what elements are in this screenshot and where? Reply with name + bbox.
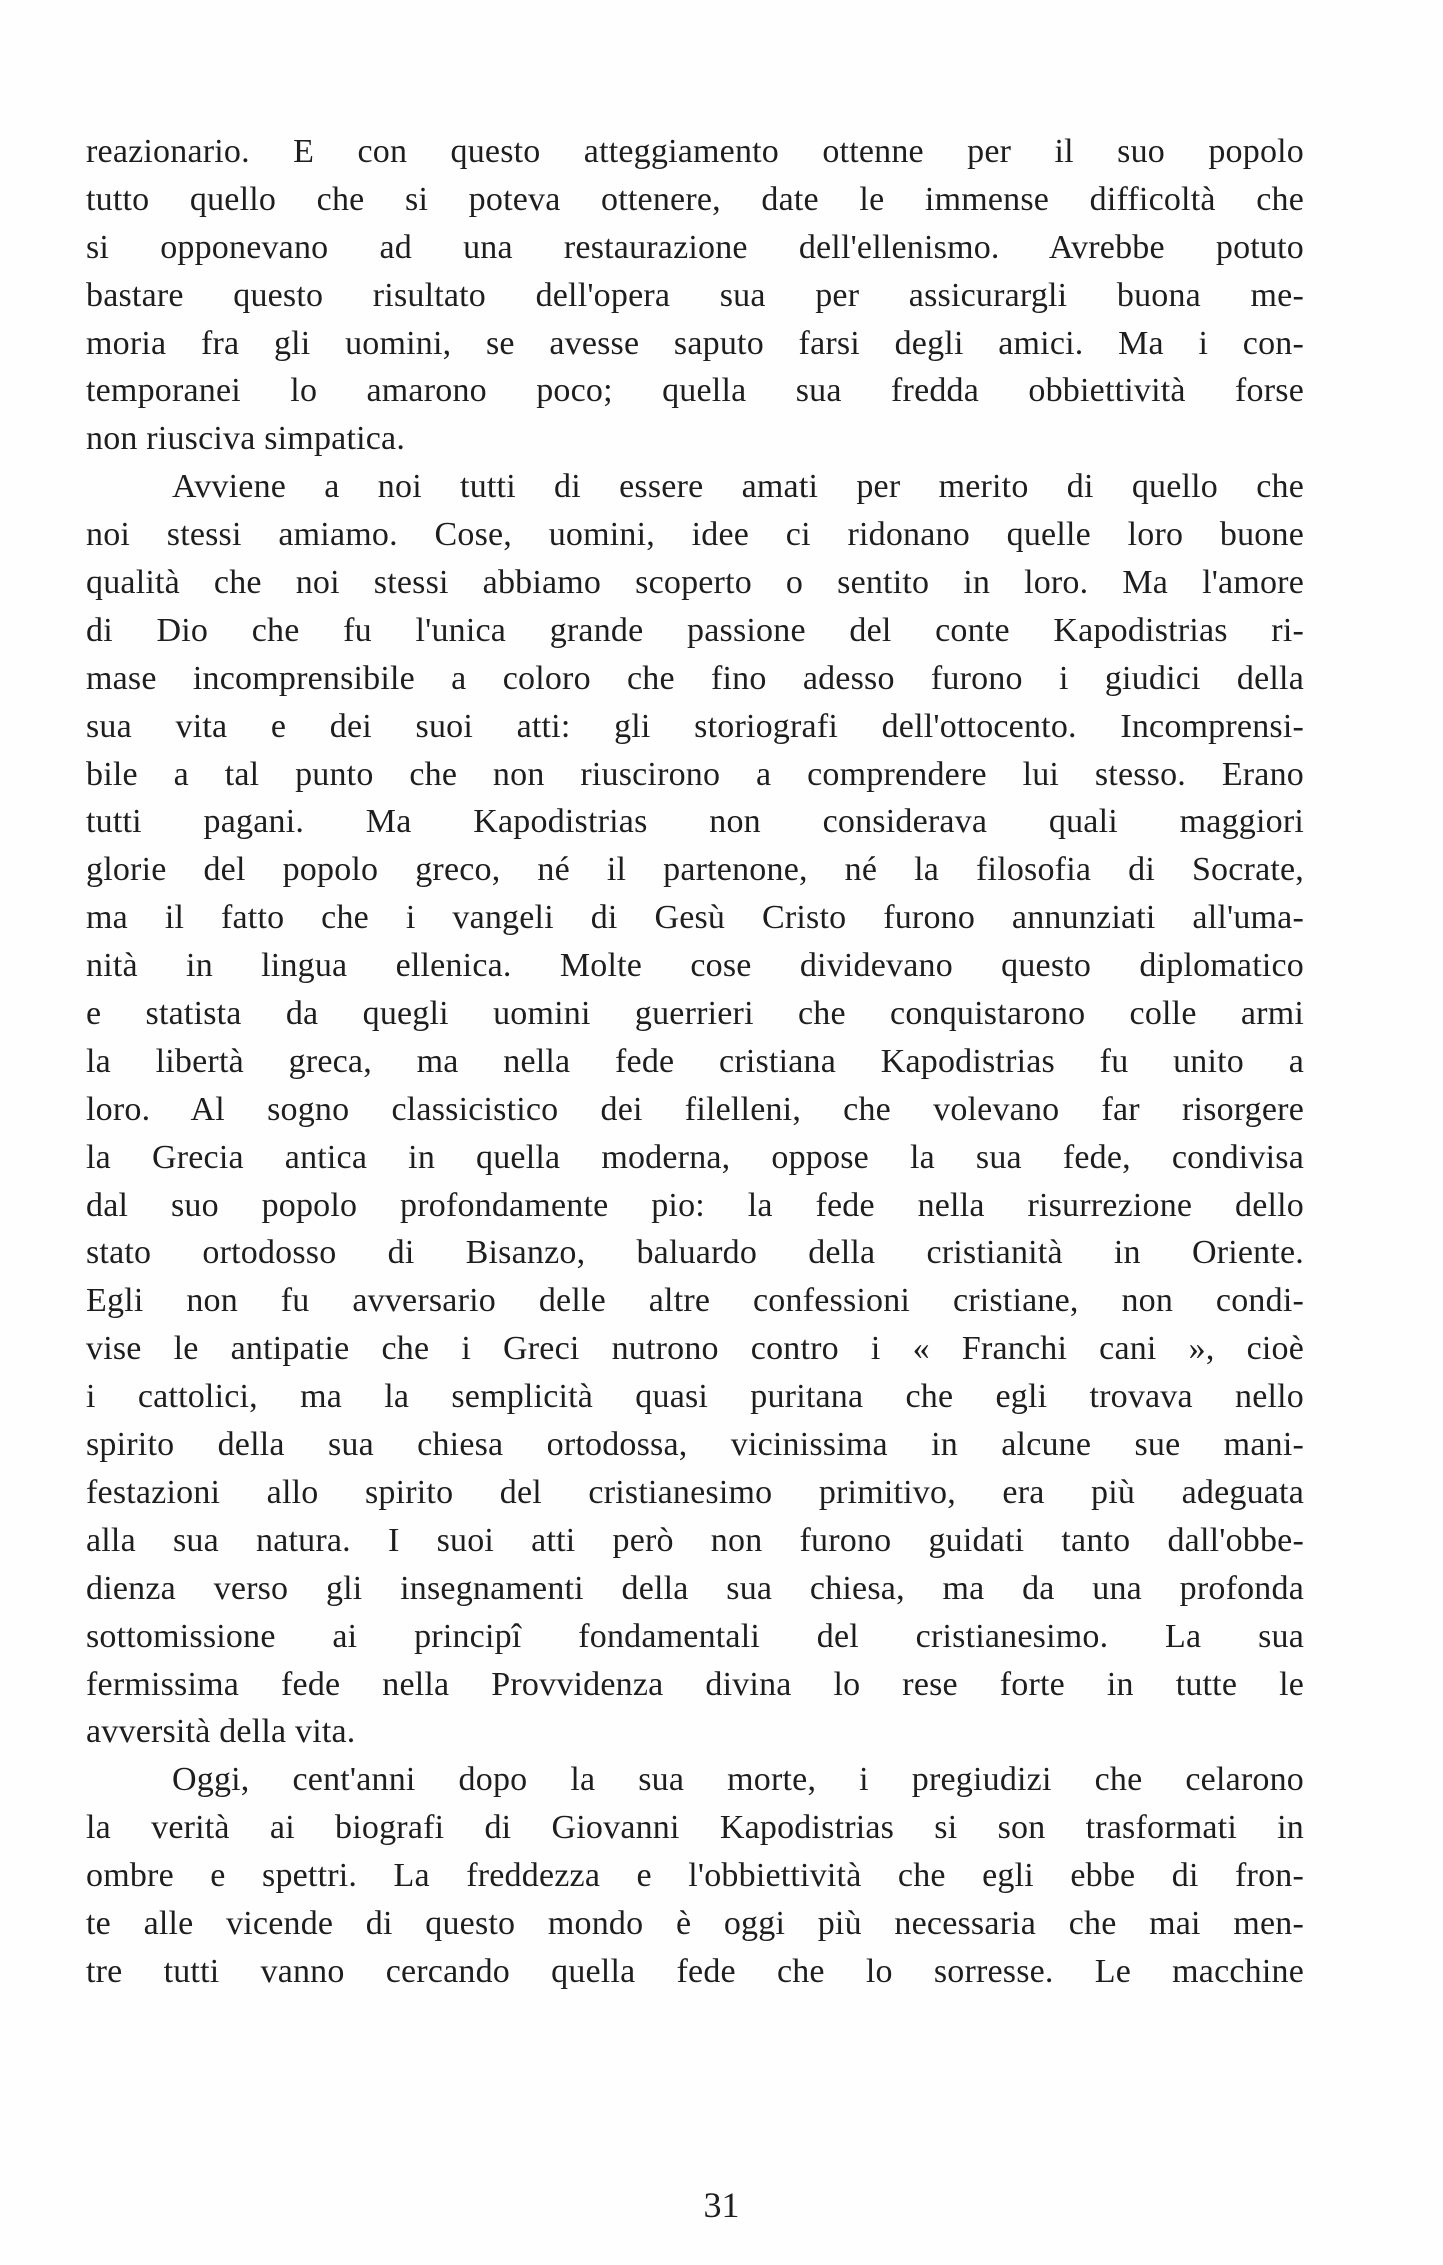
text-line: e statista da quegli uomini guerrieri che conquistarono colle armi: [86, 995, 1304, 1033]
text-line: dienza verso gli insegnamenti della sua chiesa, ma da una profonda: [86, 1569, 1304, 1607]
text-line: avversità della vita.: [86, 1713, 356, 1751]
page-number: 31: [703, 2185, 740, 2225]
text-line: noi stessi amiamo. Cose, uomini, idee ci ridonano quelle loro buone: [86, 516, 1304, 554]
text-line: tre tutti vanno cercando quella fede che lo sorresse. Le macchine: [86, 1952, 1304, 1990]
text-line: festazioni allo spirito del cristianesimo primitivo, era più adeguata: [86, 1473, 1304, 1511]
text-line: stato ortodosso di Bisanzo, baluardo della cristianità in Oriente.: [86, 1234, 1304, 1272]
text-line: Avviene a noi tutti di essere amati per merito di quello che: [172, 468, 1304, 506]
text-line: bastare questo risultato dell'opera sua per assicurargli buona me-: [86, 276, 1304, 314]
text-line: te alle vicende di questo mondo è oggi più necessaria che mai men-: [86, 1904, 1304, 1942]
text-line: Oggi, cent'anni dopo la sua morte, i pregiudizi che celarono: [172, 1761, 1304, 1799]
text-line: bile a tal punto che non riuscirono a comprendere lui stesso. Erano: [86, 755, 1304, 793]
text-line: fermissima fede nella Provvidenza divina lo rese forte in tutte le: [86, 1665, 1304, 1703]
text-line: la libertà greca, ma nella fede cristiana Kapodistrias fu unito a: [86, 1042, 1304, 1080]
text-line: alla sua natura. I suoi atti però non furono guidati tanto dall'obbe-: [86, 1521, 1304, 1559]
text-line: Egli non fu avversario delle altre confessioni cristiane, non condi-: [86, 1282, 1304, 1320]
text-line: loro. Al sogno classicistico dei filelleni, che volevano far risorgere: [86, 1090, 1304, 1128]
text-line: moria fra gli uomini, se avesse saputo farsi degli amici. Ma i con-: [86, 324, 1304, 362]
text-line: la Grecia antica in quella moderna, oppose la sua fede, condivisa: [86, 1138, 1304, 1176]
text-line: si opponevano ad una restaurazione dell'ellenismo. Avrebbe potuto: [86, 228, 1304, 266]
text-line: vise le antipatie che i Greci nutrono contro i « Franchi cani », cioè: [86, 1330, 1304, 1368]
text-line: non riusciva simpatica.: [86, 420, 406, 458]
text-line: la verità ai biografi di Giovanni Kapodistrias si son trasformati in: [86, 1809, 1304, 1847]
text-line: nità in lingua ellenica. Molte cose dividevano questo diplomatico: [86, 947, 1304, 985]
text-line: i cattolici, ma la semplicità quasi puritana che egli trovava nello: [86, 1378, 1304, 1416]
text-line: sottomissione ai principî fondamentali del cristianesimo. La sua: [86, 1617, 1304, 1655]
text-line: tutto quello che si poteva ottenere, date le immense difficoltà che: [86, 180, 1304, 218]
text-line: dal suo popolo profondamente pio: la fede nella risurrezione dello: [86, 1186, 1304, 1224]
text-line: di Dio che fu l'unica grande passione del conte Kapodistrias ri-: [86, 611, 1304, 649]
text-line: ombre e spettri. La freddezza e l'obbiettività che egli ebbe di fron-: [86, 1857, 1304, 1895]
text-line: qualità che noi stessi abbiamo scoperto o sentito in loro. Ma l'amore: [86, 564, 1304, 602]
text-line: spirito della sua chiesa ortodossa, vicinissima in alcune sue mani-: [86, 1426, 1304, 1464]
text-line: temporanei lo amarono poco; quella sua fredda obbiettività forse: [86, 372, 1304, 410]
text-line: tutti pagani. Ma Kapodistrias non considerava quali maggiori: [86, 803, 1304, 841]
text-line: sua vita e dei suoi atti: gli storiografi dell'ottocento. Incomprensi-: [86, 707, 1304, 745]
body-text: [86, 128, 1304, 1996]
text-line: glorie del popolo greco, né il partenone, né la filosofia di Socrate,: [86, 851, 1304, 889]
text-line: mase incomprensibile a coloro che fino adesso furono i giudici della: [86, 659, 1304, 697]
text-line: ma il fatto che i vangeli di Gesù Cristo furono annunziati all'uma-: [86, 899, 1304, 937]
text-line: reazionario. E con questo atteggiamento ottenne per il suo popolo: [86, 133, 1304, 170]
